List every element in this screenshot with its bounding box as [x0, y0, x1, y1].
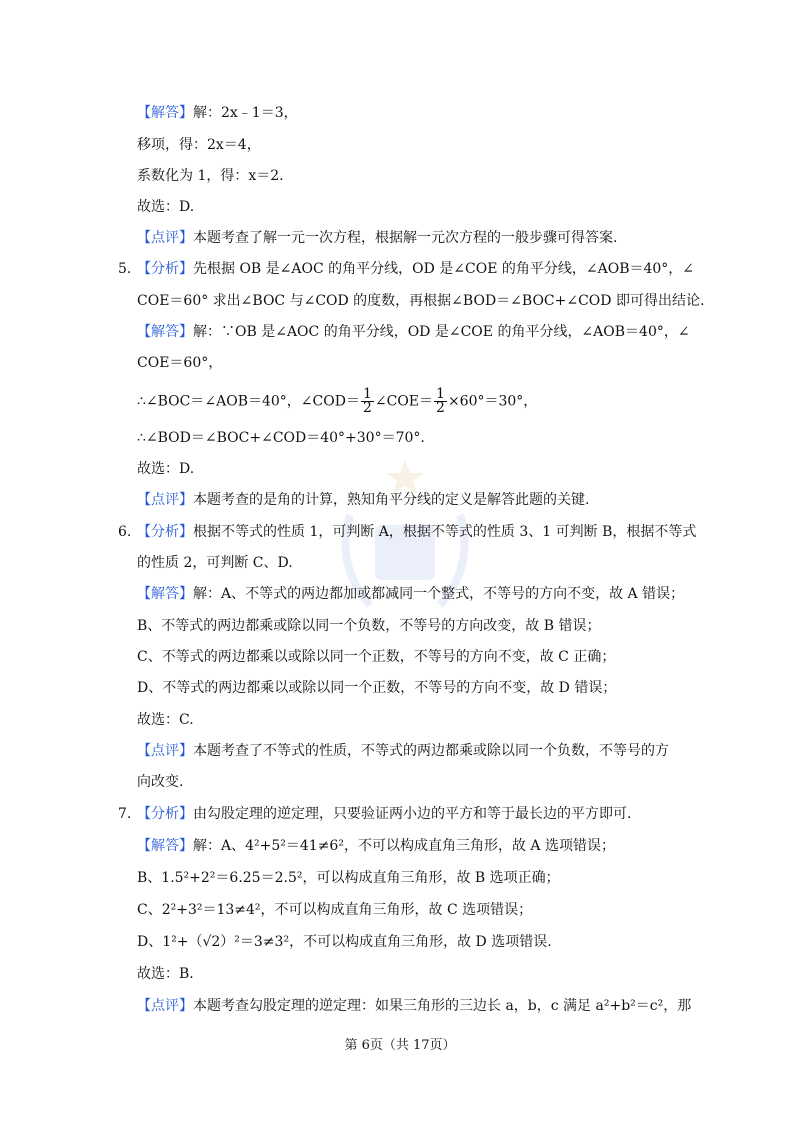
q6-answer-1: 【解答】解：A、不等式的两边都加或都减同一个整式，不等号的方向不变，故 A 错误； — [137, 586, 685, 602]
fraction-half: $\frac{1}{2}$ — [436, 386, 445, 416]
q4-step-2: 系数化为 1，得：x＝2. — [137, 168, 284, 184]
analysis-tag: 【分析】 — [137, 806, 193, 822]
q6-comment-1: 【点评】本题考查了不等式的性质，不等式的两边都乘或除以同一个负数，不等号的方 — [137, 743, 669, 759]
q5-number: 5. — [118, 261, 132, 277]
fraction-half: $\frac{1}{2}$ — [362, 386, 372, 416]
q7-answer-1: 【解答】解：A、4²+5²＝41≠6²，不可以构成直角三角形，故 A 选项错误； — [137, 838, 615, 854]
q7-answer-4: D、1²+（√2）²＝3≠3²，不可以构成直角三角形，故 D 选项错误. — [137, 934, 552, 950]
q5-answer-3: ∴∠BOC＝∠AOB＝40°，∠COD＝ $\frac{1}{2}$ ∠COE＝ $\frac{1}{2}$ ×60°＝30°， — [137, 386, 538, 416]
q5-comment: 【点评】本题考查的是角的计算，熟知角平分线的定义是解答此题的关键. — [137, 492, 590, 508]
q4-comment: 【点评】本题考查了解一元一次方程，根据解一元次方程的一般步骤可得答案. — [137, 230, 618, 246]
q6-answer-3: C、不等式的两边都乘以或除以同一个正数，不等号的方向不变，故 C 正确； — [137, 649, 616, 665]
q6-answer-4: D、不等式的两边都乘以或除以同一个正数，不等号的方向不变，故 D 错误； — [137, 680, 617, 696]
q5-answer-4: ∴∠BOD＝∠BOC+∠COD＝40°+30°＝70°. — [137, 430, 425, 446]
comment-tag: 【点评】 — [137, 492, 193, 508]
comment-tag: 【点评】 — [137, 998, 193, 1014]
q4-answer-line: 【解答】解：2x﹣1＝3， — [137, 105, 298, 121]
q5-analysis-1: 【分析】先根据 OB 是∠AOC 的角平分线，OD 是∠COE 的角平分线，∠AOB＝40°，∠ — [137, 261, 695, 277]
comment-tag: 【点评】 — [137, 230, 193, 246]
q7-answer-3: C、2²+3²＝13≠4²，不可以构成直角三角形，故 C 选项错误； — [137, 902, 533, 918]
answer-tag: 【解答】 — [137, 838, 193, 854]
q7-number: 7. — [118, 806, 132, 822]
q7-answer-2: B、1.5²+2²＝6.25＝2.5²，可以构成直角三角形，故 B 选项正确； — [137, 870, 560, 886]
q4-step-1: 移项，得：2x＝4， — [137, 137, 261, 153]
q6-analysis-1: 【分析】根据不等式的性质 1，可判断 A，根据不等式的性质 3、1 可判断 B，根据不等式 — [137, 524, 697, 540]
q7-analysis: 【分析】由勾股定理的逆定理，只要验证两小边的平方和等于最长边的平方即可. — [137, 806, 632, 822]
q6-analysis-2: 的性质 2，可判断 C、D. — [137, 555, 293, 571]
answer-tag: 【解答】 — [137, 586, 193, 602]
q6-choice: 故选：C. — [137, 712, 194, 728]
q5-analysis-2: COE＝60° 求出∠BOC 与∠COD 的度数，再根据∠BOD＝∠BOC+∠COD 即可得出结论. — [137, 293, 705, 309]
q4-choice: 故选：D. — [137, 199, 195, 215]
analysis-tag: 【分析】 — [137, 524, 193, 540]
comment-tag: 【点评】 — [137, 743, 193, 759]
q6-number: 6. — [118, 524, 132, 540]
q5-answer-1: 【解答】解：∵OB 是∠AOC 的角平分线，OD 是∠COE 的角平分线，∠AOB＝40°，∠ — [137, 324, 690, 340]
page-footer: 第 6页（共 17页） — [344, 1038, 456, 1053]
q6-answer-2: B、不等式的两边都乘或除以同一个负数，不等号的方向改变，故 B 错误； — [137, 618, 601, 634]
q6-comment-2: 向改变. — [137, 774, 184, 790]
analysis-tag: 【分析】 — [137, 261, 193, 277]
q7-choice: 故选：B. — [137, 966, 194, 982]
q7-comment-1: 【点评】本题考查勾股定理的逆定理：如果三角形的三边长 a，b，c 满足 a²+b²＝c²，那 — [137, 998, 692, 1014]
q5-choice: 故选：D. — [137, 461, 195, 477]
q5-answer-2: COE＝60°， — [137, 355, 223, 371]
answer-tag: 【解答】 — [137, 324, 193, 340]
answer-tag: 【解答】 — [137, 105, 193, 121]
